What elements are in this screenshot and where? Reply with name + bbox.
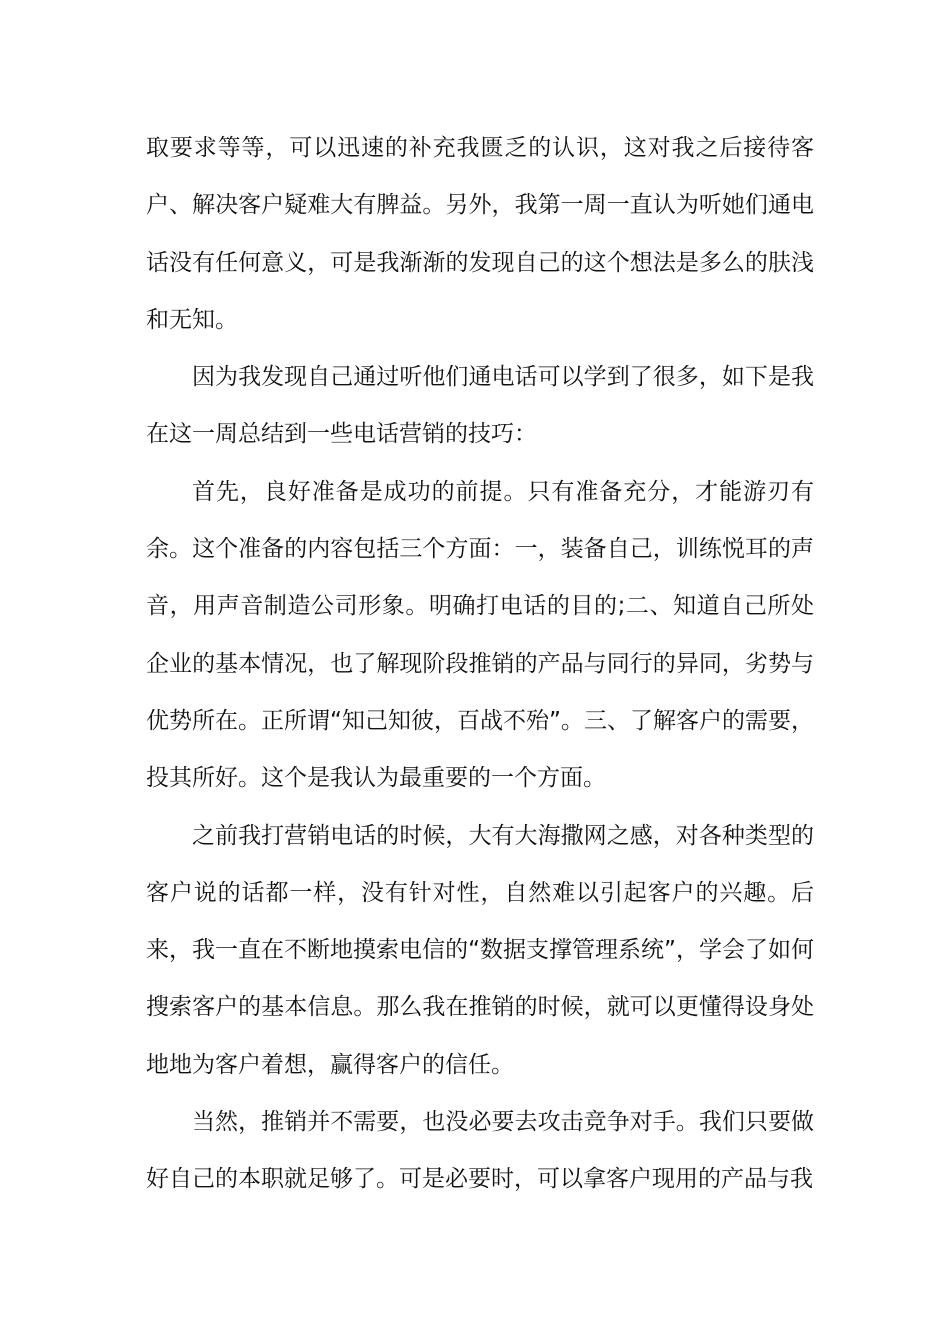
- paragraph: 当然，推销并不需要，也没必要去攻击竞争对手。我们只要做好自己的本职就足够了。可是必要时，可以拿客户现用的产品与我: [146, 1109, 814, 1193]
- paragraph: 之前我打营销电话的时候，大有大海撒网之感，对各种类型的客户说的话都一样，没有针对性，自然难以引起客户的兴趣。后来，我一直在不断地摸索电信的“数据支撑管理系统”，学会了如何搜索客户的基本信息。那么我在推销的时候，就可以更懂得设身处地地为客户着想，赢得客户的信任。: [146, 822, 814, 1078]
- document-body: [146, 120, 814, 1209]
- paragraph: 因为我发现自己通过听他们通电话可以学到了很多，如下是我在这一周总结到一些电话营销的技巧：: [146, 364, 814, 448]
- paragraph-continued: 取要求等等，可以迅速的补充我匮乏的认识，这对我之后接待客户、解决客户疑难大有脾益。另外，我第一周一直认为听她们通电话没有任何意义，可是我渐渐的发现自己的这个想法是多么的肤浅和无知。: [146, 135, 814, 333]
- paragraph: 首先，良好准备是成功的前提。只有准备充分，才能游刃有余。这个准备的内容包括三个方面：一，装备自己，训练悦耳的声音，用声音制造公司形象。明确打电话的目的;二、知道自己所处企业的基本情况，也了解现阶段推销的产品与同行的异同，劣势与优势所在。正所谓“知己知彼，百战不殆”。三、了解客户的需要，投其所好。这个是我认为最重要的一个方面。: [146, 478, 814, 792]
